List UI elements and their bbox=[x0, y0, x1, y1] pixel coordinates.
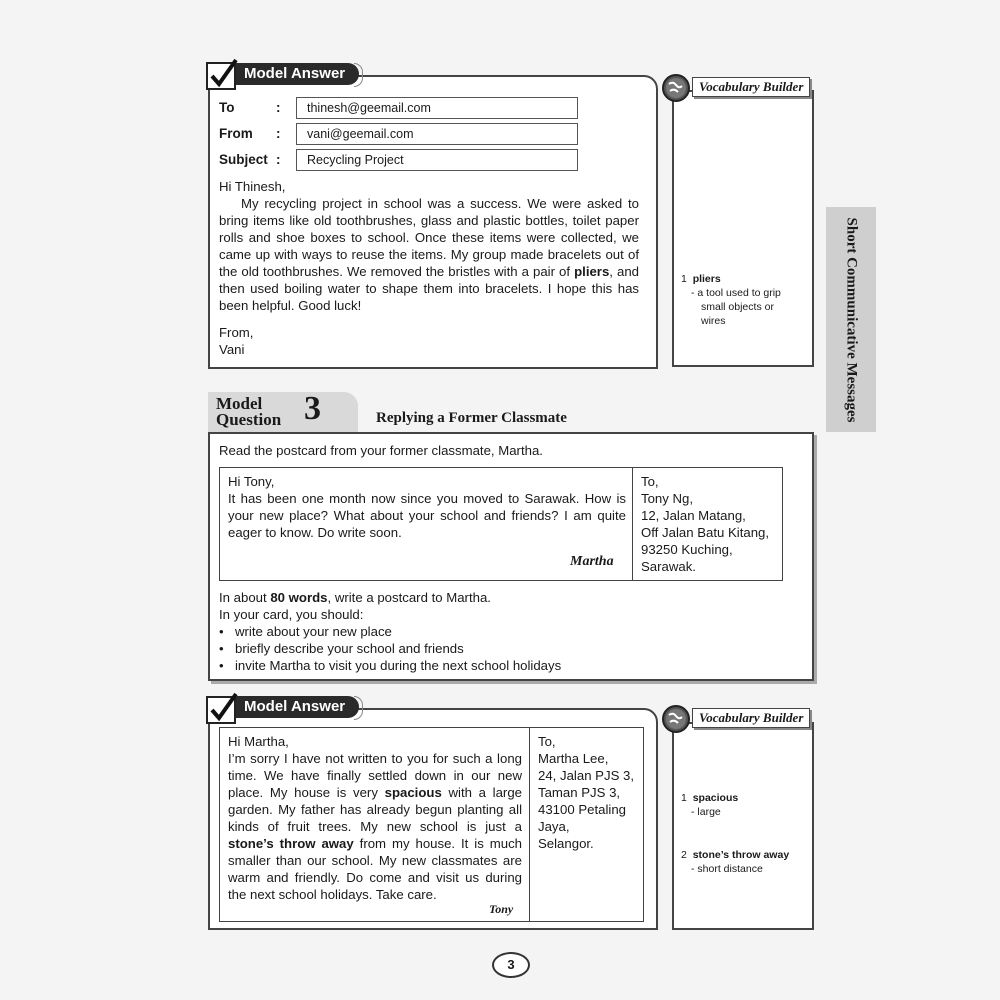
list-item: • briefly describe your school and friends bbox=[219, 640, 799, 657]
email-greeting: Hi Thinesh, bbox=[219, 179, 286, 194]
task-bullet-list bbox=[219, 623, 799, 674]
answer-postcard-message: Hi Martha, I’m sorry I have not written to you for such a long time. We have finally settled down in our new place. My house is very spacious with a large garden. My father has already begun planting all kinds of fruit trees. My new school is just a stone’s throw away from my house. It is much smaller than our school. My new classmates are warm and friendly. Do come and visit us during the next school holidays. Take care. bbox=[228, 734, 522, 902]
list-item: • invite Martha to visit you during the next school holidays bbox=[219, 657, 799, 674]
email-to-colon: : bbox=[276, 100, 281, 115]
vocab-header-1 bbox=[662, 74, 822, 98]
email-closing: From, bbox=[219, 325, 254, 340]
email-subject-colon: : bbox=[276, 152, 281, 167]
page-number: 3 bbox=[492, 952, 530, 978]
model-question-word1: Model bbox=[216, 394, 263, 413]
email-sender: Vani bbox=[219, 342, 245, 357]
model-question-number: 3 bbox=[304, 390, 321, 427]
signature-tony: Tony bbox=[489, 902, 514, 916]
model-question-heading: Replying a Former Classmate bbox=[376, 410, 567, 426]
signature-martha: Martha bbox=[570, 554, 614, 569]
question-postcard-message: Hi Tony, It has been one month now since you moved to Sarawak. How is your new place? What about your school and friends? I am quite eager to know. Do write soon. bbox=[228, 474, 626, 540]
postcard-divider bbox=[529, 727, 530, 921]
email-message: My recycling project in school was a success. We were asked to bring items like old toothbrushes, glass and plastic bottles, toilet paper rolls and shoe boxes to school. Once these items were collected, we came up with ways to reuse the items. My group made bracelets out of the old toothbrushes. We removed the bristles with a pair of pliers, and then used boiling water to shape them into bracelets. I hope this has been helpful. Good luck! bbox=[219, 196, 639, 313]
vocab-header-label: Vocabulary Builder bbox=[692, 77, 810, 97]
question-instruction: Read the postcard from your former classmate, Martha. bbox=[219, 443, 543, 458]
vocab-entry: 1 spacious - large bbox=[681, 792, 739, 818]
email-from-colon: : bbox=[276, 126, 281, 141]
email-to-field: thinesh@geemail.com bbox=[296, 97, 578, 119]
model-question-word2: Question bbox=[216, 410, 282, 429]
postcard-divider bbox=[632, 467, 633, 580]
checkmark-icon bbox=[206, 696, 236, 724]
vocab-entry: 2 stone’s throw away - short distance bbox=[681, 849, 790, 875]
model-answer-label: Model Answer bbox=[236, 63, 359, 85]
vocab-entry: 1 pliers - a tool used to grip small objects or wires bbox=[681, 273, 781, 327]
email-body bbox=[219, 178, 639, 358]
question-task bbox=[219, 589, 799, 674]
section-side-tab bbox=[826, 207, 876, 432]
answer-postcard-address: To, Martha Lee, 24, Jalan PJS 3, Taman PJS 3, 43100 Petaling Jaya, Selangor. bbox=[538, 734, 635, 851]
email-bold-word: pliers bbox=[574, 264, 610, 279]
email-to-label: To bbox=[219, 100, 235, 115]
email-from-field: vani@geemail.com bbox=[296, 123, 578, 145]
list-item: • write about your new place bbox=[219, 623, 799, 640]
vocab-header-label: Vocabulary Builder bbox=[692, 708, 810, 728]
checkmark-icon bbox=[206, 62, 236, 90]
question-postcard-address: To, Tony Ng, 12, Jalan Matang, Off Jalan Batu Kitang, 93250 Kuching, Sarawak. bbox=[641, 474, 770, 574]
globe-icon bbox=[662, 74, 690, 102]
email-from-label: From bbox=[219, 126, 253, 141]
globe-icon bbox=[662, 705, 690, 733]
task-line-2: In your card, you should: bbox=[219, 607, 364, 622]
email-subject-label: Subject bbox=[219, 152, 268, 167]
vocab-box-2 bbox=[672, 722, 814, 930]
task-line-1: In about 80 words, write a postcard to Martha. bbox=[219, 590, 491, 605]
vocab-header-2 bbox=[662, 705, 822, 729]
model-answer-label: Model Answer bbox=[236, 696, 359, 718]
side-tab-label: Short Communicative Messages bbox=[843, 217, 860, 422]
email-subject-field: Recycling Project bbox=[296, 149, 578, 171]
